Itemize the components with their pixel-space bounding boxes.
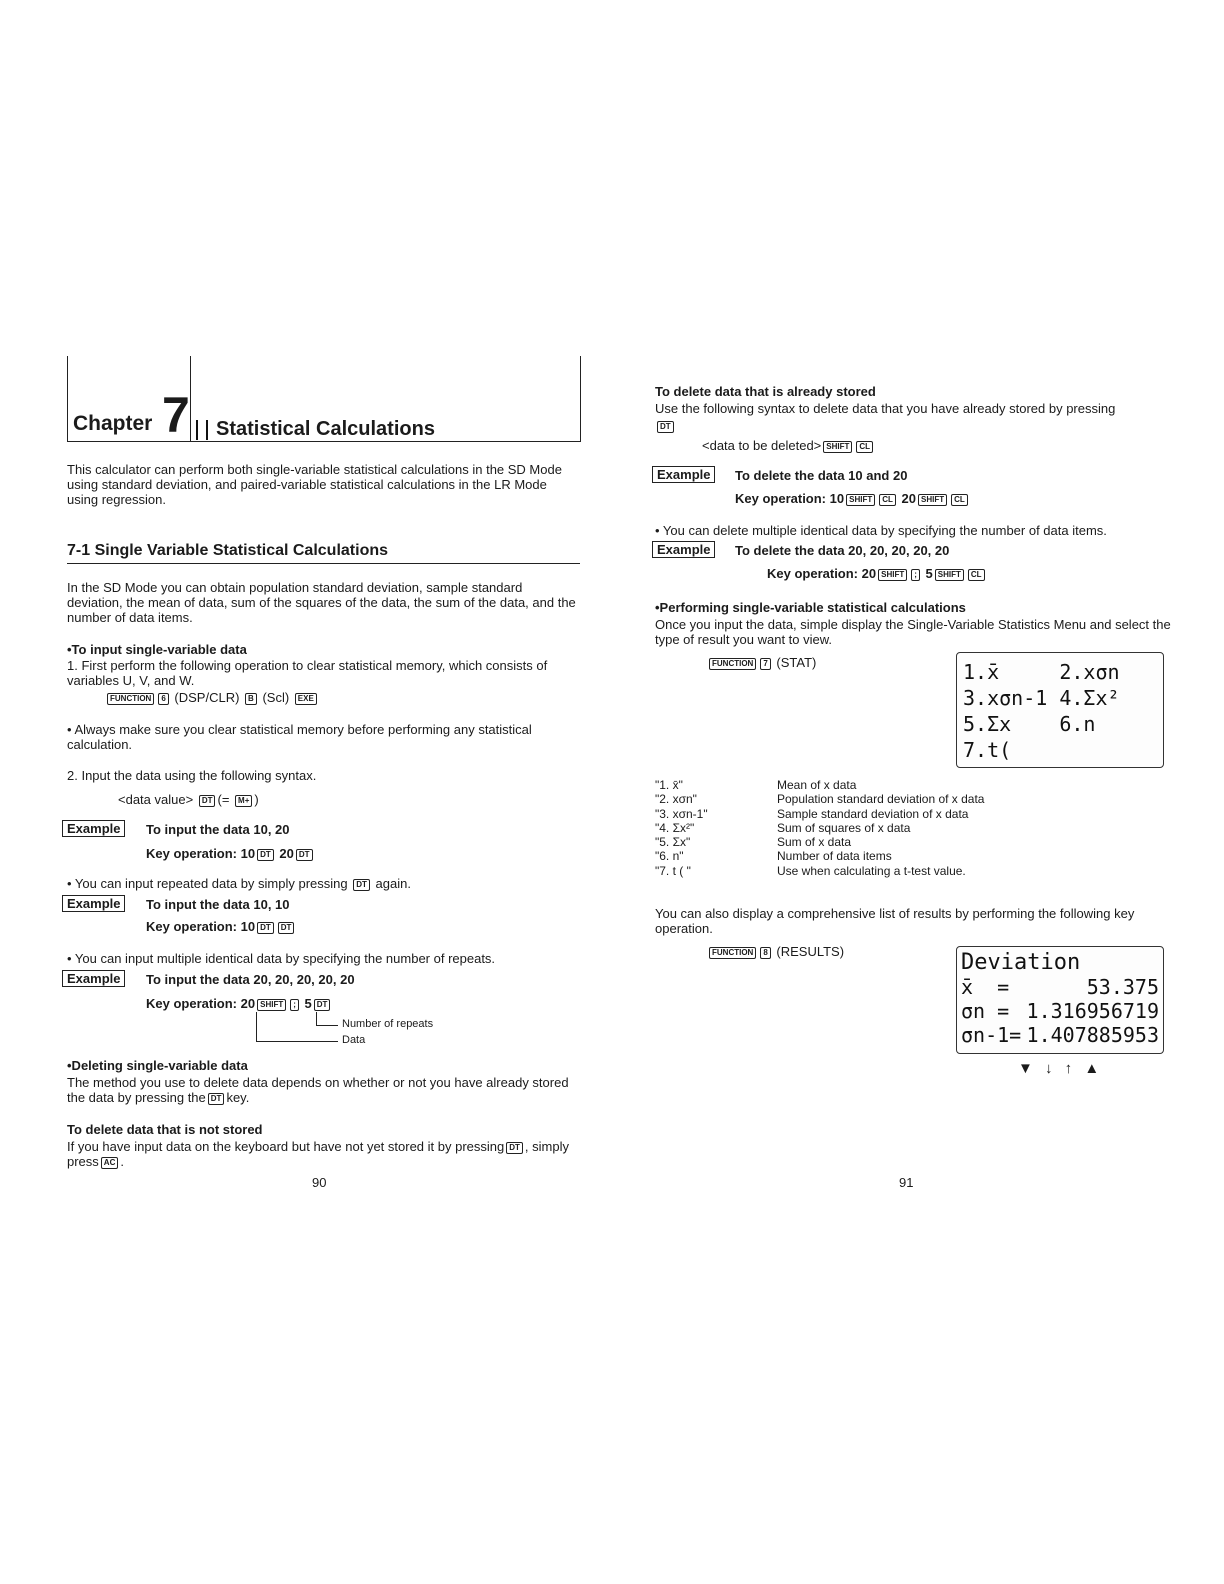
key-b: B [245, 693, 257, 705]
bullet-multi-delete: • You can delete multiple identical data by specifying the number of data items. [655, 523, 1107, 538]
result-desc: Use when calculating a t-test value. [777, 863, 966, 878]
page-number: 91 [899, 1175, 914, 1190]
semicolon-key: ; [290, 999, 299, 1011]
bullet-multiple: • You can input multiple identical data by specifying the number of repeats. [67, 951, 496, 966]
input-heading: •To input single-variable data [67, 642, 247, 657]
shift-key: SHIFT [823, 441, 852, 453]
bullet-repeat [67, 876, 411, 891]
header-rule [67, 356, 68, 442]
stat-label: (STAT) [776, 655, 817, 670]
exe-key: EXE [295, 693, 317, 705]
result-num: "2. xσn" [655, 792, 697, 807]
result-num: "1. x̄" [655, 778, 683, 792]
keyop-label: Key operation: [146, 996, 238, 1011]
example-3-title: To input the data 20, 20, 20, 20, 20 [146, 972, 355, 987]
keyop-label: Key operation: [146, 919, 238, 934]
page-number: 90 [312, 1175, 327, 1190]
deleting-text-a: The method you use to delete data depends on whether or not you have already stored the data by pressing the [67, 1075, 569, 1105]
dt-key: DT [657, 421, 674, 433]
chapter-intro: This calculator can perform both single-variable statistical calculations in the SD Mode using standard deviation, and paired-variable statistical calculations in the LR Mode using regression. [67, 462, 562, 507]
value: 10 [240, 919, 256, 934]
stored-heading: To delete data that is already stored [655, 384, 876, 399]
result-num: "6. n" [655, 849, 684, 864]
header-rule [190, 356, 191, 442]
example-4-title: To delete the data 10 and 20 [735, 468, 908, 483]
example-2-keyop [146, 919, 296, 934]
lcd-value: 53.375 [1086, 975, 1159, 999]
annotation-line [256, 1012, 257, 1042]
example-5-title: To delete the data 20, 20, 20, 20, 20 [735, 543, 950, 558]
dt-key: DT [353, 879, 370, 891]
step-1-keys [105, 690, 319, 705]
dt-key: DT [278, 922, 295, 934]
function-key: FUNCTION [107, 693, 154, 705]
stat-key-line [707, 655, 816, 670]
value: 20 [279, 846, 294, 861]
header-rule [67, 441, 580, 442]
not-stored-text-a: If you have input data on the keyboard but have not yet stored it by pressing [67, 1139, 505, 1154]
scroll-keys: ▼ ↓ ↑ ▲ [1018, 1060, 1104, 1077]
example-label: Example [62, 820, 125, 837]
dt-key: DT [314, 999, 331, 1011]
chapter-title: Statistical Calculations [216, 418, 435, 440]
cl-key: CL [951, 494, 968, 506]
result-row [655, 807, 1175, 821]
dt-key: DT [506, 1142, 523, 1154]
lcd-row [961, 1023, 1163, 1047]
results-lcd [956, 946, 1164, 1054]
lcd-value: 1.316956719 [1026, 999, 1159, 1023]
result-desc: Number of data items [777, 849, 892, 864]
lcd-label: σn-1= [961, 1023, 1022, 1047]
result-desc: Mean of x data [777, 778, 857, 792]
result-row [655, 778, 1175, 792]
annotation-line [256, 1041, 338, 1042]
deleting-heading: •Deleting single-variable data [67, 1058, 248, 1073]
dt-key: DT [257, 849, 274, 861]
value: 20 [861, 566, 877, 581]
annotation-repeats: Number of repeats [342, 1018, 434, 1030]
dt-key: DT [208, 1093, 225, 1105]
syntax-text: <data value> [118, 792, 194, 807]
step-2: 2. Input the data using the following syntax. [67, 768, 317, 783]
result-num: "4. Σx²" [655, 820, 695, 835]
shift-key: SHIFT [878, 569, 907, 581]
example-label: Example [652, 541, 715, 558]
syntax-eq: (= [217, 792, 230, 807]
dt-key: DT [199, 795, 216, 807]
result-row [655, 849, 1175, 863]
syntax-line [118, 792, 259, 807]
deleting-text-b: key. [226, 1090, 250, 1105]
header-rule [580, 356, 581, 442]
results-label: (RESULTS) [776, 944, 845, 959]
lcd-label: σn = [961, 999, 1010, 1023]
section-title: 7-1 Single Variable Statistical Calculations [67, 542, 389, 559]
cl-key: CL [968, 569, 985, 581]
section-intro: In the SD Mode you can obtain population standard deviation, sample standard deviation, the mean of data, sum of the squares of the data, the sum of the data, and the number of data items. [67, 580, 576, 625]
result-desc: Population standard deviation of x data [777, 792, 985, 807]
bullet-clear: • Always make sure you clear statistical memory before performing any statistical calculation. [67, 722, 532, 752]
result-num: "3. xσn-1" [655, 806, 708, 821]
deleting-text [67, 1075, 579, 1105]
section-rule [67, 563, 580, 564]
example-3-keyop [146, 996, 332, 1011]
perform-text: Once you input the data, simple display the Single-Variable Statistics Menu and select the type of result you want to view. [655, 617, 1171, 647]
stored-syntax [702, 438, 875, 453]
example-label: Example [652, 466, 715, 483]
key-8: 8 [760, 947, 770, 959]
example-1-keyop [146, 846, 315, 861]
m-plus-key: M+ [235, 795, 252, 807]
ac-key: AC [101, 1157, 119, 1169]
stored-dt-key-line [655, 418, 676, 433]
value: 20 [240, 996, 256, 1011]
keyop-label: Key operation: [735, 491, 827, 506]
result-row [655, 864, 1175, 878]
bullet-repeat-text: • You can input repeated data by simply pressing [67, 876, 348, 891]
result-row [655, 835, 1175, 849]
lcd-row: 1.x̄ 2.xσn [963, 660, 1120, 684]
example-1-label-box [62, 820, 125, 838]
result-desc: Sum of x data [777, 835, 852, 850]
result-row [655, 792, 1175, 806]
example-5-label-box [652, 541, 715, 559]
chapter-bars-icon [196, 420, 208, 440]
cl-key: CL [856, 441, 873, 453]
keyop-label: Key operation: [146, 846, 238, 861]
result-row [655, 821, 1175, 835]
dt-key: DT [257, 922, 274, 934]
lcd-row [961, 975, 1163, 999]
chapter-label: Chapter [73, 412, 153, 435]
annotation-data: Data [342, 1034, 366, 1046]
keyop-label: Key operation: [767, 566, 859, 581]
lcd-value: 1.407885953 [1026, 1023, 1159, 1047]
not-stored-heading: To delete data that is not stored [67, 1122, 263, 1137]
value: 5 [925, 566, 933, 581]
comprehensive-text: You can also display a comprehensive list of results by performing the following key operation. [655, 906, 1135, 936]
step1-text-a: (DSP/CLR) [174, 690, 240, 705]
shift-key: SHIFT [935, 569, 964, 581]
result-num: "7. t ( " [655, 863, 691, 878]
shift-key: SHIFT [918, 494, 947, 506]
value: 20 [901, 491, 916, 506]
annotation-line [316, 1012, 317, 1026]
example-2-label-box [62, 895, 125, 913]
shift-key: SHIFT [846, 494, 875, 506]
bullet-repeat-end: again. [375, 876, 411, 891]
lcd-label: x̄ = [961, 975, 1010, 999]
lcd-row: 5.Σx 6.n [963, 712, 1096, 736]
lcd-row: 3.xσn-1 4.Σx² [963, 686, 1120, 710]
lcd-row [961, 999, 1163, 1023]
shift-key: SHIFT [257, 999, 286, 1011]
stat-menu-lcd [956, 652, 1164, 768]
results-key-line [707, 944, 844, 959]
value: 5 [304, 996, 312, 1011]
perform-heading: •Performing single-variable statistical calculations [655, 600, 966, 615]
result-desc: Sample standard deviation of x data [777, 806, 969, 821]
stored-syntax-text: <data to be deleted> [702, 438, 822, 453]
result-num: "5. Σx" [655, 835, 691, 850]
step1-text-b: (Scl) [262, 690, 290, 705]
result-desc: Sum of squares of x data [777, 820, 911, 835]
stored-text: Use the following syntax to delete data that you have already stored by pressing [655, 401, 1116, 416]
not-stored-text-b: , simply press [67, 1139, 569, 1169]
syntax-close: ) [254, 792, 259, 807]
not-stored-text: If you have input data on the keyboard but have not yet stored it by pressing DT , simply press AC . [67, 1139, 569, 1169]
example-5-keyop [767, 566, 987, 581]
key-6: 6 [158, 693, 168, 705]
example-4-label-box [652, 466, 715, 484]
lcd-title: Deviation [961, 950, 1081, 975]
annotation-line [316, 1025, 338, 1026]
right-page [612, 0, 1224, 1584]
example-2-title: To input the data 10, 10 [146, 897, 290, 912]
example-4-keyop [735, 491, 970, 506]
dt-key: DT [296, 849, 313, 861]
lcd-row: 7.t( [963, 738, 1012, 762]
key-7: 7 [760, 658, 770, 670]
value: 10 [829, 491, 845, 506]
example-label: Example [62, 895, 125, 912]
results-list [655, 778, 1175, 878]
example-1-title: To input the data 10, 20 [146, 822, 290, 837]
example-label: Example [62, 970, 125, 987]
value: 10 [240, 846, 256, 861]
cl-key: CL [879, 494, 896, 506]
step-1: 1. First perform the following operation to clear statistical memory, which consists of variables U, V, and W. [67, 658, 548, 688]
chapter-number: 7 [162, 387, 190, 443]
example-3-label-box [62, 970, 125, 988]
function-key: FUNCTION [709, 658, 756, 670]
function-key: FUNCTION [709, 947, 756, 959]
semicolon-key: ; [911, 569, 920, 581]
